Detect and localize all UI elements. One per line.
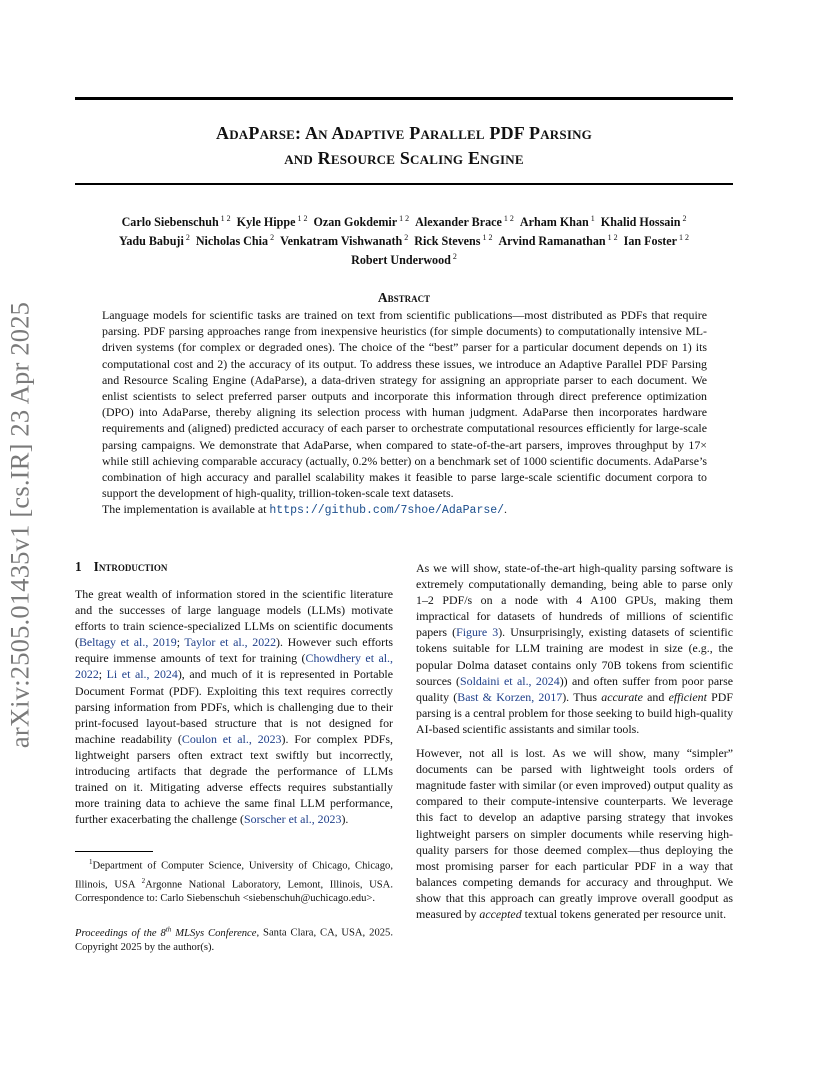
footnote-rule bbox=[75, 851, 153, 852]
author-line bbox=[70, 230, 738, 249]
right-column bbox=[416, 560, 733, 930]
citation-link[interactable]: Sorscher et al., 2023 bbox=[244, 812, 342, 827]
author bbox=[414, 234, 492, 248]
footnote-text: Argonne National Laboratory, Lemont, Illinois, USA. Correspondence to: Carlo Siebenschuh <siebenschuh@uchicago.edu>. bbox=[75, 879, 393, 905]
abstract-body bbox=[102, 307, 707, 520]
text-run: ). For complex PDFs, lightweight parsers often extract text swiftly but incorrectly, introducing artifacts that degrade the performance of LLMs trained on it. Mitigating adverse effects requires substantially more training data to achieve the same final LLM performance, further exacerbating the challenge ( bbox=[75, 731, 394, 827]
text-run: )) and often suffer from poor parse quality ( bbox=[416, 673, 734, 704]
author bbox=[415, 215, 514, 229]
section-title: Introduction bbox=[93, 559, 168, 574]
implementation-link[interactable]: https://github.com/7shoe/AdaParse/ bbox=[269, 504, 505, 518]
footnote-text: Department of Computer Science, University of Chicago, Chicago, Illinois, USA bbox=[75, 860, 393, 891]
text-run: As we will show, state-of-the-art high-quality parsing software is extremely computationally demanding, being able to parse only 1–2 PDF/s on a node with 4 A100 GPUs, making them impractical for datasets of hundreds of millions of scientific papers ( bbox=[416, 561, 733, 640]
author-affiliation-mark: 1 2 bbox=[503, 214, 514, 223]
title-line-2: and Resource Scaling Engine bbox=[284, 148, 524, 168]
section-number: 1 bbox=[75, 559, 82, 574]
citation-link[interactable]: Li et al., 2024 bbox=[106, 667, 178, 682]
author-affiliation-mark: 1 2 bbox=[399, 214, 410, 223]
author-affiliation-mark: 2 bbox=[682, 214, 687, 223]
implementation-suffix: . bbox=[504, 502, 508, 517]
title-line-1: AdaParse: An Adaptive Parallel PDF Parsing bbox=[216, 123, 592, 143]
text-run: textual tokens generated per resource unit. bbox=[521, 906, 727, 921]
author bbox=[313, 215, 409, 229]
citation-link[interactable]: Taylor et al., 2022 bbox=[184, 635, 277, 650]
text-run: ). bbox=[341, 812, 349, 827]
text-run: The great wealth of information stored in the scientific literature and the successes of large language models (LLMs) motivate efforts to train science-specialized LLMs on scientific documents ( bbox=[75, 587, 393, 650]
author-affiliation-mark: 1 2 bbox=[220, 214, 231, 223]
text-run: ). Thus bbox=[562, 689, 602, 704]
author bbox=[119, 234, 190, 248]
author-name: Rick Stevens bbox=[414, 234, 481, 249]
citation-link[interactable]: Bast & Korzen, 2017 bbox=[457, 689, 563, 704]
author-affiliation-mark: 1 2 bbox=[679, 233, 690, 243]
citation-link[interactable]: Coulon et al., 2023 bbox=[181, 731, 282, 746]
author bbox=[122, 215, 231, 229]
proceedings-rest: , Santa Clara, CA, USA, 2025. Copyright 2025 by the author(s). bbox=[75, 927, 393, 954]
author-affiliation-mark: 1 2 bbox=[607, 233, 618, 243]
author-line bbox=[70, 249, 738, 268]
author-name: Nicholas Chia bbox=[195, 234, 269, 249]
author-name: Robert Underwood bbox=[351, 253, 451, 268]
citation-link[interactable]: Soldaini et al., 2024 bbox=[460, 673, 560, 688]
emphasis: accurate bbox=[601, 689, 643, 704]
proceedings-sup: th bbox=[165, 925, 172, 933]
author-name: Kyle Hippe bbox=[236, 215, 296, 230]
author-affiliation-mark: 1 2 bbox=[297, 214, 308, 223]
citation-link[interactable]: Beltagy et al., 2019 bbox=[78, 635, 177, 650]
author bbox=[624, 234, 689, 248]
emphasis: accepted bbox=[479, 906, 522, 921]
footnote-mark: 1 bbox=[89, 858, 93, 866]
author-name: Khalid Hossain bbox=[600, 215, 681, 230]
author-affiliation-mark: 2 bbox=[185, 233, 190, 243]
affiliation-footnote bbox=[75, 855, 393, 906]
author-affiliation-mark: 2 bbox=[452, 252, 457, 262]
author-affiliation-mark: 1 2 bbox=[482, 233, 493, 243]
author-name: Alexander Brace bbox=[415, 215, 502, 230]
text-run: ), and much of it is represented in Portable Document Format (PDF). Exploiting this text requires correctly parsing information from PDFs, which is challenging due to their print-focused layout-based structure that is not designed for machine readability ( bbox=[75, 667, 394, 746]
text-run: ; bbox=[98, 667, 107, 682]
author-name: Yadu Babuji bbox=[118, 234, 184, 249]
author bbox=[498, 234, 617, 248]
footnote-mark: 2 bbox=[141, 876, 146, 885]
text-run: However, not all is lost. As we will show, many “simpler” documents can be parsed with lightweight tools orders of magnitude faster with similar (or even improved) output quality as compared to their compute-intensive counterparts. We leverage this fact to develop an adaptive parsing strategy that invokes lightweight parsers on simpler documents while reserving high-quality parsers for those deemed complex—thus deploying the most promising parser for each particular PDF in a way that balances competing demands for accuracy and throughput. We show that this approach can greatly improve overall goodput as measured by bbox=[416, 746, 733, 921]
emphasis: efficient bbox=[668, 689, 707, 704]
proceedings-note bbox=[75, 922, 393, 956]
section-heading-introduction bbox=[75, 559, 167, 575]
left-column bbox=[75, 586, 393, 835]
author-affiliation-mark: 2 bbox=[270, 233, 275, 243]
author bbox=[196, 234, 274, 248]
text-run: ; bbox=[176, 635, 185, 650]
arxiv-identifier: arXiv:2505.01435v1 [cs.IR] 23 Apr 2025 bbox=[4, 301, 35, 749]
author bbox=[237, 215, 308, 229]
figure-ref-link[interactable]: Figure 3 bbox=[456, 625, 499, 640]
author-name: Arvind Ramanathan bbox=[498, 234, 606, 249]
intro-paragraph-2 bbox=[416, 560, 733, 737]
author bbox=[520, 215, 595, 229]
text-run: ). However such efforts require immense amounts of text for training ( bbox=[75, 635, 394, 666]
author-name: Ian Foster bbox=[623, 234, 678, 249]
author-line bbox=[70, 211, 738, 230]
intro-paragraph-1 bbox=[75, 586, 393, 827]
text-run: PDF parsing is a central problem for those seeking to build high-quality AI-based scientific assistants and similar tools. bbox=[416, 689, 734, 736]
author bbox=[351, 253, 457, 267]
author-name: Carlo Siebenschuh bbox=[121, 215, 219, 230]
author-name: Ozan Gokdemir bbox=[313, 215, 398, 230]
implementation-prefix: The implementation is available at bbox=[102, 502, 270, 517]
author-affiliation-mark: 1 bbox=[590, 214, 595, 223]
abstract-text: Language models for scientific tasks are trained on text from scientific publications—most distributed as PDFs that require parsing. PDF parsing approaches range from inexpensive heuristics (for simple documents) to computationally intensive ML-driven systems (for complex or degraded ones). The choice of the “best” parser for a particular document depends on 1) its computational cost and 2) the accuracy of its output. To address these issues, we introduce an Adaptive Parallel PDF Parsing and Resource Scaling Engine (AdaParse), a data-driven strategy for assigning an appropriate parser to each document. We enlist scientists to select preferred parser outputs and incorporate this information through direct preference optimization (DPO) into AdaParse, thereby aligning its selection process with human judgment. AdaParse then incorporates hardware requirements and (aligned) predicted accuracy of each parser to orchestrate computational resources efficiently for large-scale parsing campaigns. We demonstrate that AdaParse, when compared to state-of-the-art parsers, improves throughput by 17× while still achieving comparable accuracy (actually, 0.2% better) on a benchmark set of 1000 scientific documents. AdaParse’s combination of high accuracy and parallel scalability makes it feasible to parse large-scale scientific document corpora to support the development of high-quality, trillion-token-scale text datasets. bbox=[102, 308, 707, 501]
author bbox=[601, 215, 687, 229]
text-run: ). Unsurprisingly, existing datasets of scientific tokens suitable for LLM training are modest in size (e.g., the popular Dolma dataset contains only 70B tokens from scientific sources ( bbox=[416, 625, 734, 688]
intro-paragraph-3 bbox=[416, 745, 733, 922]
author-affiliation-mark: 2 bbox=[404, 233, 409, 243]
author-name: Arham Khan bbox=[519, 215, 589, 230]
citation-link[interactable]: Chowdhery et al., 2022 bbox=[75, 651, 393, 682]
text-run: and bbox=[642, 689, 669, 704]
paper-title bbox=[75, 121, 733, 171]
author-list bbox=[70, 211, 738, 268]
title-top-rule bbox=[75, 97, 733, 100]
proceedings-prefix: Proceedings of the 8 bbox=[75, 927, 166, 939]
abstract-heading: Abstract bbox=[377, 290, 431, 305]
proceedings-conference: MLSys Conference bbox=[171, 927, 257, 939]
author-name: Venkatram Vishwanath bbox=[280, 234, 403, 249]
title-bottom-rule bbox=[75, 183, 733, 185]
author bbox=[280, 234, 408, 248]
